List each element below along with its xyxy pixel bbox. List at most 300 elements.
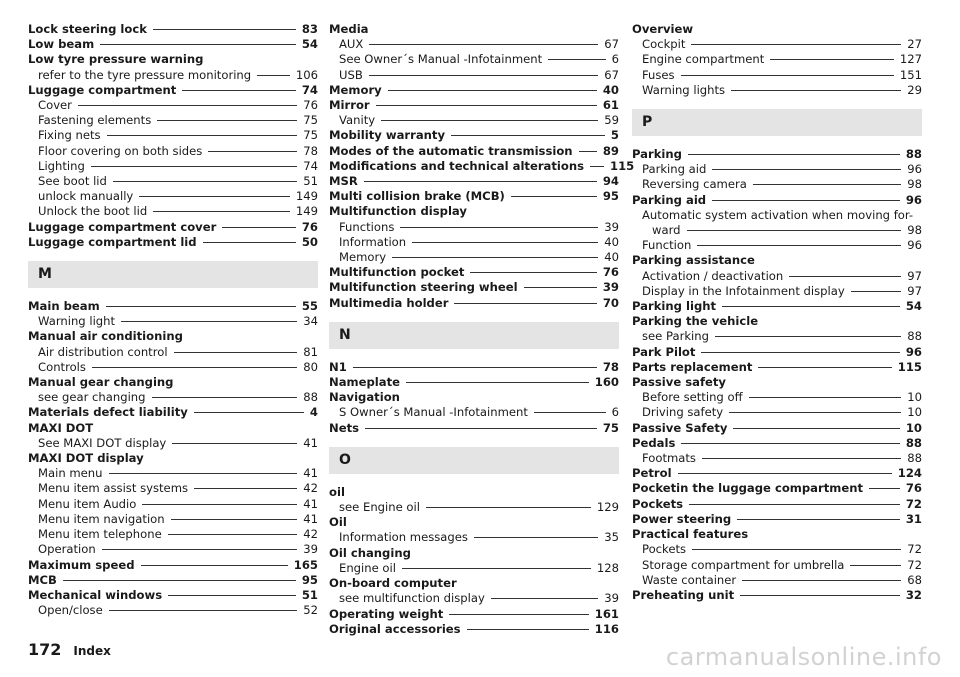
index-subentry-text: Memory (339, 250, 387, 265)
dot-leader (681, 443, 900, 444)
index-entry-head (28, 299, 318, 314)
page-ref[interactable]: 4 (309, 405, 318, 420)
index-subentry (28, 189, 318, 204)
dot-leader (491, 598, 598, 599)
dot-leader (194, 488, 297, 489)
index-entry-head (329, 22, 619, 37)
index-entry (28, 588, 318, 618)
index-entry-head (632, 481, 922, 496)
index-subentry-text: Footmats (642, 451, 696, 466)
dot-leader (121, 321, 297, 322)
index-column-1 (28, 22, 318, 618)
page-ref[interactable]: 50 (301, 234, 318, 249)
dot-leader (106, 306, 296, 307)
dot-leader (701, 352, 899, 353)
dot-leader (869, 488, 900, 489)
index-subentry-text: USB (339, 67, 363, 82)
index-entry-head (329, 546, 619, 561)
index-subentry (329, 405, 619, 420)
page-ref[interactable]: 88 (905, 435, 922, 450)
page-ref[interactable]: 165 (293, 557, 318, 572)
index-subentry-text: refer to the tyre pressure monitoring (38, 67, 252, 82)
index-entry (329, 22, 619, 83)
dot-leader (369, 44, 598, 45)
index-entry (329, 280, 619, 295)
index-entry-head (329, 390, 619, 405)
page-ref[interactable]: 95 (301, 572, 318, 587)
index-subentry-text: Information messages (339, 530, 468, 545)
page-ref[interactable]: 41 (303, 435, 318, 450)
page-ref[interactable]: 68 (907, 572, 922, 587)
dot-leader (369, 75, 598, 76)
dot-leader (171, 519, 298, 520)
page-ref[interactable]: 75 (303, 113, 318, 128)
index-subentry (28, 390, 318, 405)
page-ref[interactable]: 51 (303, 174, 318, 189)
index-entry-head-text: Luggage compartment lid (28, 234, 197, 249)
page-ref[interactable]: 88 (907, 451, 922, 466)
index-subentry-text: Menu item telephone (38, 527, 162, 542)
index-entry (632, 22, 922, 98)
page-ref[interactable]: 76 (303, 98, 318, 113)
index-subentry (329, 52, 619, 67)
index-subentry-text: Main menu (38, 466, 103, 481)
page-ref[interactable]: 76 (905, 481, 922, 496)
dot-leader (729, 412, 901, 413)
page-ref[interactable]: 41 (303, 511, 318, 526)
page-ref[interactable]: 70 (602, 295, 619, 310)
index-entry (632, 375, 922, 421)
index-entry-head (28, 405, 318, 420)
index-subentry-text: see gear changing (38, 390, 146, 405)
page-ref[interactable]: 98 (907, 223, 922, 238)
index-entry-head-text: Multifunction pocket (329, 265, 465, 280)
index-entry-head-text: Multi collision brake (MCB) (329, 189, 505, 204)
index-entry (329, 375, 619, 390)
index-subentry (329, 37, 619, 52)
page-ref[interactable]: 41 (303, 466, 318, 481)
page-ref[interactable]: 5 (610, 128, 619, 143)
index-entry-head (632, 421, 922, 436)
page-ref[interactable]: 129 (596, 500, 619, 515)
dot-leader (102, 549, 298, 550)
page-ref[interactable]: 149 (295, 189, 318, 204)
index-subentry (632, 83, 922, 98)
index-entry-head-text: Modes of the automatic transmission (329, 143, 573, 158)
index-entry-head (28, 375, 318, 390)
index-entry-head (632, 360, 922, 375)
dot-leader (715, 336, 901, 337)
index-subentry (632, 405, 922, 420)
index-entry-head (632, 253, 922, 268)
page-ref[interactable]: 54 (301, 37, 318, 52)
page-ref[interactable]: 116 (594, 621, 619, 636)
index-entry-head-text: Operating weight (329, 606, 444, 621)
index-entry-head (329, 622, 619, 637)
index-subentry-text: Display in the Infotainment display (642, 283, 845, 298)
page-ref[interactable]: 83 (301, 22, 318, 36)
page-ref[interactable]: 42 (303, 527, 318, 542)
page-ref[interactable]: 81 (303, 344, 318, 359)
index-entry-head-text: Parking the vehicle (632, 314, 759, 329)
index-subentry-text: Before setting off (642, 390, 743, 405)
index-entry-head-text: Passive Safety (632, 420, 728, 435)
page-ref[interactable]: 89 (602, 143, 619, 158)
index-entry (632, 314, 922, 344)
dot-leader (109, 610, 298, 611)
index-entry-head (632, 193, 922, 208)
index-entry-head-text: On-board computer (329, 576, 457, 591)
index-entry-head-text: oil (329, 484, 345, 499)
index-subentry-text: Functions (339, 219, 395, 234)
section-label: Index (73, 644, 111, 658)
index-subentry-text: ward (652, 223, 681, 238)
dot-leader (412, 242, 598, 243)
index-entry-head (329, 144, 619, 159)
dot-leader (742, 580, 901, 581)
index-subentry (632, 238, 922, 253)
index-entry-head (28, 52, 318, 67)
page-ref[interactable]: 76 (301, 219, 318, 234)
page-ref[interactable]: 10 (905, 420, 922, 435)
index-subentry-text: See boot lid (38, 174, 107, 189)
index-entry (632, 436, 922, 466)
page-ref[interactable]: 72 (907, 557, 922, 572)
page-ref[interactable]: 98 (907, 177, 922, 192)
index-entry-head-text: Navigation (329, 390, 400, 405)
index-entry (329, 421, 619, 436)
page-ref[interactable]: 10 (907, 390, 922, 405)
index-entry (329, 144, 619, 159)
dot-leader (406, 382, 589, 383)
page-ref[interactable]: 115 (610, 158, 635, 173)
index-entry-head-text: Materials defect liability (28, 405, 188, 420)
page-ref[interactable]: 96 (905, 344, 922, 359)
index-entry (632, 345, 922, 360)
index-subentry (28, 436, 318, 451)
index-entry-head-text: MCB (28, 572, 57, 587)
page-ref[interactable]: 52 (303, 603, 318, 618)
index-entry-head (632, 466, 922, 481)
index-entry (28, 405, 318, 420)
index-subentry (329, 220, 619, 235)
index-subentry-text: Warning light (38, 314, 116, 329)
page-ref[interactable]: 75 (602, 420, 619, 435)
dot-leader (470, 272, 596, 273)
index-subentry (632, 68, 922, 83)
index-entry-head (632, 436, 922, 451)
dot-leader (850, 565, 901, 566)
index-entry-head-text: Mechanical windows (28, 587, 163, 602)
dot-leader (172, 443, 297, 444)
dot-leader (548, 59, 605, 60)
index-entry-head-text: N1 (329, 359, 347, 374)
index-entry (329, 158, 635, 174)
index-entry-head (632, 299, 922, 314)
page-ref[interactable]: 6 (611, 52, 619, 67)
page-footer (28, 640, 111, 659)
page-ref[interactable]: 29 (907, 82, 922, 97)
dot-leader (100, 44, 296, 45)
dot-leader (789, 276, 901, 277)
index-entry (632, 421, 922, 436)
page-ref[interactable]: 59 (604, 113, 619, 128)
page-ref[interactable]: 32 (905, 587, 922, 602)
index-subentry-text: unlock manually (38, 189, 134, 204)
index-subentry (28, 497, 318, 512)
index-entry-head (28, 235, 318, 250)
page-ref[interactable]: 127 (899, 52, 922, 67)
page-ref[interactable]: 97 (907, 268, 922, 283)
page-ref[interactable]: 39 (602, 280, 619, 295)
index-entry-head (329, 375, 619, 390)
page-ref[interactable]: 40 (604, 234, 619, 249)
index-entry (632, 147, 922, 193)
page-ref[interactable]: 40 (602, 82, 619, 97)
dot-leader (376, 105, 597, 106)
index-subentry-text: Automatic system activation when moving for- (642, 207, 914, 222)
index-entry (28, 451, 318, 557)
index-entry-head-text: Pedals (632, 435, 676, 450)
index-entry (28, 52, 318, 82)
index-entry-head (632, 147, 922, 162)
index-subentry (28, 481, 318, 496)
page-ref[interactable]: 88 (905, 147, 922, 162)
index-entry-head-text: Petrol (632, 466, 672, 481)
page-ref[interactable]: 97 (907, 283, 922, 298)
page-ref[interactable]: 74 (303, 158, 318, 173)
index-subentry-text: Fastening elements (38, 113, 152, 128)
dot-leader (524, 287, 597, 288)
dot-leader (78, 105, 297, 106)
dot-leader (139, 196, 290, 197)
page-ref[interactable]: 94 (602, 174, 619, 189)
index-subentry-text: Fuses (642, 67, 675, 82)
page-ref[interactable]: 124 (897, 466, 922, 481)
index-entry-head-text: Practical features (632, 527, 749, 542)
index-entry (329, 546, 619, 576)
index-subentry-text: Driving safety (642, 405, 724, 420)
index-entry-head (329, 280, 619, 295)
index-subentry (28, 68, 318, 83)
page-ref[interactable]: 54 (905, 299, 922, 314)
index-entry (632, 253, 922, 299)
page-ref[interactable]: 27 (907, 37, 922, 52)
index-subentry (632, 177, 922, 192)
dot-leader (712, 169, 901, 170)
index-entry (632, 466, 922, 481)
index-subentry-text: Menu item Audio (38, 496, 137, 511)
index-entry-head-text: Modifications and technical alterations (329, 158, 584, 173)
index-entry-head-text: Mirror (329, 98, 370, 113)
index-subentry-text: See MAXI DOT display (38, 435, 167, 450)
index-subentry (632, 542, 922, 557)
index-entry-head-text: Mobility warranty (329, 128, 446, 143)
page-ref[interactable]: 51 (301, 587, 318, 602)
dot-leader (722, 306, 900, 307)
page-ref[interactable]: 88 (303, 390, 318, 405)
dot-leader (758, 367, 891, 368)
index-entry-head (28, 83, 318, 98)
dot-leader (194, 412, 304, 413)
page-ref[interactable]: 74 (301, 82, 318, 97)
page-ref[interactable]: 40 (604, 250, 619, 265)
page-ref[interactable]: 106 (295, 67, 318, 82)
index-entry-head (329, 607, 619, 622)
index-subentry (28, 128, 318, 143)
page-ref[interactable]: 115 (897, 359, 922, 374)
index-subentry-text: Menu item assist systems (38, 481, 189, 496)
index-entry-head-text: Main beam (28, 299, 100, 314)
index-entry-head-text: Low beam (28, 37, 95, 52)
dot-leader (740, 595, 900, 596)
index-entry (329, 98, 619, 128)
page-ref[interactable]: 128 (596, 560, 619, 575)
index-entry (28, 220, 318, 235)
index-entry-head (632, 527, 922, 542)
index-entry-head (329, 128, 619, 143)
index-entry-head (329, 360, 619, 375)
index-entry-head (329, 174, 619, 189)
index-subentry-text: S Owner´s Manual -Infotainment (339, 405, 528, 420)
index-subentry (632, 573, 922, 588)
page-ref[interactable]: 39 (303, 542, 318, 557)
index-subentry (28, 144, 318, 159)
index-entry-head-text: Multifunction steering wheel (329, 280, 518, 295)
page-ref[interactable]: 67 (604, 37, 619, 52)
page-ref[interactable]: 96 (907, 162, 922, 177)
index-entry-head-text: Maximum speed (28, 557, 135, 572)
index-subentry (28, 98, 318, 113)
index-entry-head (28, 421, 318, 436)
index-entry-head-text: Parking light (632, 299, 717, 314)
index-entry-head-text: Passive safety (632, 375, 726, 390)
dot-leader (426, 507, 591, 508)
page-ref[interactable]: 10 (907, 405, 922, 420)
page-ref[interactable]: 42 (303, 481, 318, 496)
page-ref[interactable]: 35 (604, 530, 619, 545)
dot-leader (107, 135, 298, 136)
dot-leader (702, 458, 901, 459)
page-ref[interactable]: 78 (602, 359, 619, 374)
index-entry (329, 390, 619, 420)
page-ref[interactable]: 95 (602, 189, 619, 204)
dot-leader (454, 303, 596, 304)
page-ref[interactable]: 41 (303, 496, 318, 511)
index-entry (329, 296, 619, 311)
page-ref[interactable]: 78 (303, 143, 318, 158)
index-subentry-text: Pockets (642, 542, 687, 557)
page-ref[interactable]: 72 (907, 542, 922, 557)
dot-leader (168, 534, 298, 535)
index-entry-head-text: Manual gear changing (28, 375, 174, 390)
index-entry-head (28, 220, 318, 235)
index-entry (28, 421, 318, 451)
dot-leader (402, 568, 591, 569)
index-subentry (28, 466, 318, 481)
page-ref[interactable]: 96 (907, 238, 922, 253)
page-ref[interactable]: 61 (602, 98, 619, 113)
index-entry (632, 588, 922, 603)
page-ref[interactable]: 75 (303, 128, 318, 143)
index-subentry-text: Fixing nets (38, 128, 101, 143)
page-ref[interactable]: 96 (905, 192, 922, 207)
index-entry-head-text: Lock steering lock (28, 22, 147, 36)
index-subentry-text: Open/close (38, 603, 103, 618)
page-ref[interactable]: 67 (604, 67, 619, 82)
index-entry-head (632, 588, 922, 603)
dot-leader (208, 151, 297, 152)
index-entry-head-text: Parking assistance (632, 253, 755, 268)
dot-leader (153, 211, 290, 212)
page-ref[interactable]: 160 (594, 375, 619, 390)
dot-leader (152, 397, 298, 398)
index-entry-head-text: MSR (329, 174, 358, 189)
index-subentry-text: Activation / deactivation (642, 268, 784, 283)
index-entry-head-text: Multifunction display (329, 204, 467, 219)
index-subentry (28, 174, 318, 189)
index-subentry-text: see Parking (642, 329, 709, 344)
page-ref[interactable]: 55 (301, 299, 318, 314)
dot-leader (182, 90, 296, 91)
dot-leader (681, 75, 894, 76)
dot-leader (688, 154, 900, 155)
dot-leader (153, 29, 296, 30)
index-entry-head-text: Nameplate (329, 375, 400, 390)
letter-heading: P (632, 109, 922, 136)
index-entry (28, 299, 318, 329)
page-ref[interactable]: 149 (295, 204, 318, 219)
index-entry-head-text: Oil (329, 515, 347, 530)
dot-leader (511, 196, 597, 197)
dot-leader (737, 519, 900, 520)
index-entry (329, 360, 619, 375)
dot-leader (400, 227, 598, 228)
dot-leader (353, 367, 597, 368)
page-ref[interactable]: 31 (905, 511, 922, 526)
dot-leader (364, 181, 597, 182)
index-entry (28, 235, 318, 250)
index-subentry-text: Engine oil (339, 560, 396, 575)
page-ref[interactable]: 80 (303, 359, 318, 374)
dot-leader (222, 227, 296, 228)
index-subentry-text: AUX (339, 37, 364, 52)
page-ref[interactable]: 72 (905, 496, 922, 511)
index-subentry (28, 512, 318, 527)
index-subentry-text: Engine compartment (642, 52, 765, 67)
page-ref[interactable]: 76 (602, 265, 619, 280)
index-entry-head-text: Manual air conditioning (28, 329, 183, 344)
dot-leader (142, 504, 297, 505)
index-entry (632, 299, 922, 314)
page-ref[interactable]: 161 (594, 606, 619, 621)
index-entry-head-text: Parking aid (632, 192, 707, 207)
page-ref[interactable]: 88 (907, 329, 922, 344)
page-ref[interactable]: 39 (604, 591, 619, 606)
dot-leader (449, 614, 588, 615)
page-ref[interactable]: 34 (303, 314, 318, 329)
index-entry-head (632, 345, 922, 360)
index-subentry-text: Unlock the boot lid (38, 204, 148, 219)
index-entry-head (632, 497, 922, 512)
page-ref[interactable]: 39 (604, 219, 619, 234)
page-ref[interactable]: 6 (611, 405, 619, 420)
index-subentry (28, 542, 318, 557)
page-ref[interactable]: 151 (899, 67, 922, 82)
index-entry-head (632, 22, 922, 37)
dot-leader (141, 565, 288, 566)
index-subentry (632, 37, 922, 52)
